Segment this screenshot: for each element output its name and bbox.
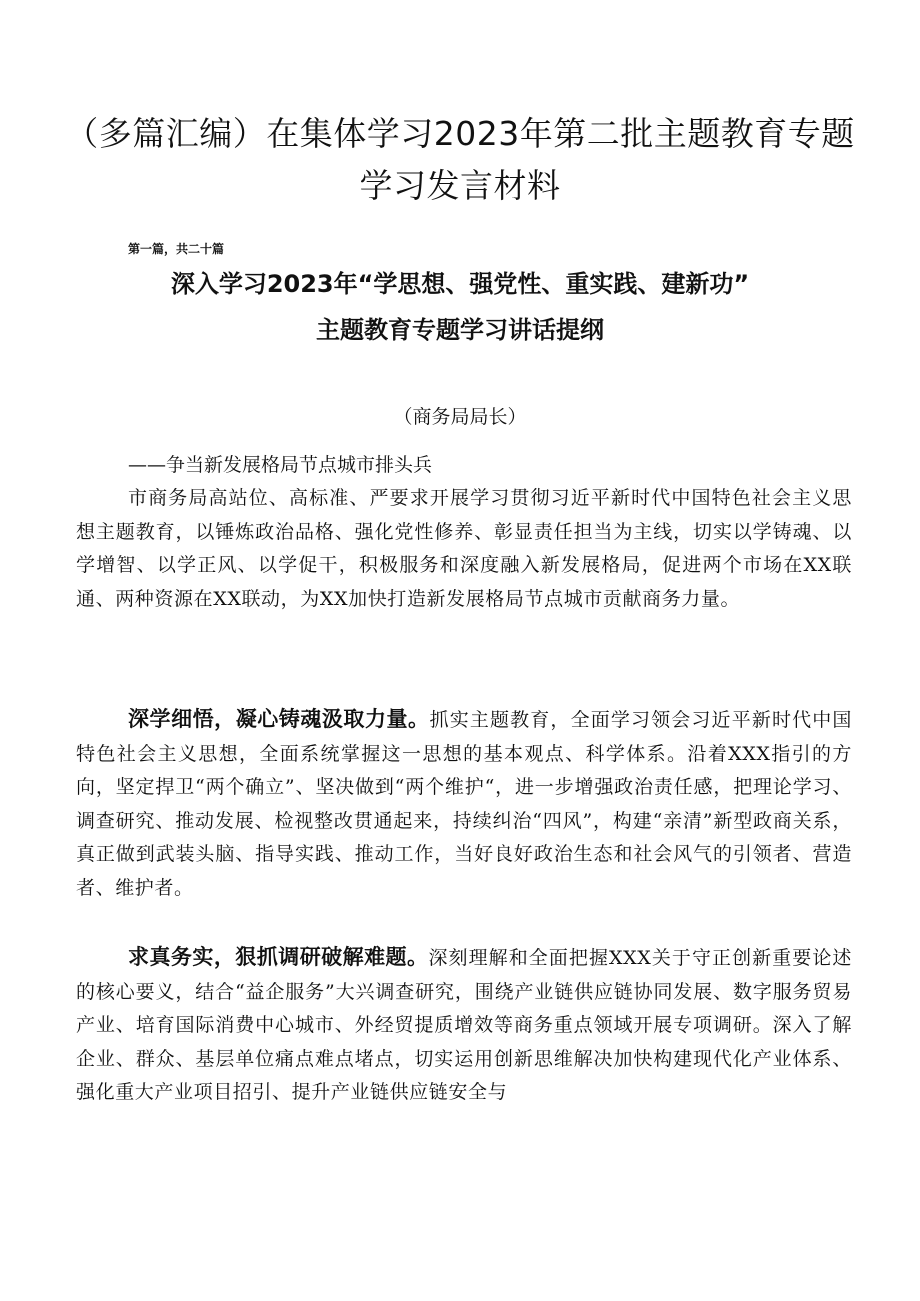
author-line: （商务局局长） (393, 406, 527, 428)
subtitle-line2: 主题教育专题学习讲话提纲 (316, 316, 604, 344)
paragraph-intro (76, 482, 852, 616)
part-label: 第一篇，共二十篇 (128, 242, 225, 256)
paragraph-lead: 求真务实，狠抓调研破解难题。 (128, 945, 429, 969)
paragraph-study (76, 703, 852, 905)
paragraph-text: 抓实主题教育，全面学习领会习近平新时代中国特色社会主义思想，全面系统掌握这一思想的基本观点、科学体系。沿着XXX指引的方向，坚定捍卫“两个确立”、坚决做到“两个维护“，进一步增强政治责任感，把理论学习、调查研究、推动发展、检视整改贯通起来，持续纠治“四风”，构建“亲清”新型政商关系，真正做到武装头脑、指导实践、推动工作，当好良好政治生态和社会风气的引领者、营造者、维护者。 (76, 709, 852, 899)
subtitle-line1: 深入学习2023年“学思想、强党性、重实践、建新功” (170, 270, 750, 298)
paragraph-text: 深刻理解和全面把握XXX关于守正创新重要论述的核心要义，结合“益企服务”大兴调查研究，围绕产业链供应链协同发展、数字服务贸易产业、培育国际消费中心城市、外经贸提质增效等商务重点领域开展专项调研。深入了解企业、群众、基层单位痛点难点堵点，切实运用创新思维解决加快构建现代化产业体系、强化重大产业项目招引、提升产业链供应链安全与 (76, 947, 853, 1103)
document-title-line2: 学习发言材料 (359, 166, 561, 205)
slogan-line: ——争当新发展格局节点城市排头兵 (128, 454, 433, 476)
paragraph-text: 市商务局高站位、高标准、严要求开展学习贯彻习近平新时代中国特色社会主义思想主题教育，以锤炼政治品格、强化党性修养、彰显责任担当为主线，切实以学铸魂、以学增智、以学正风、以学促干，积极服务和深度融入新发展格局，促进两个市场在XX联通、两种资源在XX联动，为XX加快打造新发展格局节点城市贡献商务力量。 (76, 487, 852, 610)
paragraph-lead: 深学细悟，凝心铸魂汲取力量。 (128, 707, 430, 731)
document-title-line1: （多篇汇编）在集体学习2023年第二批主题教育专题 (65, 114, 855, 153)
paragraph-research (76, 941, 852, 1110)
